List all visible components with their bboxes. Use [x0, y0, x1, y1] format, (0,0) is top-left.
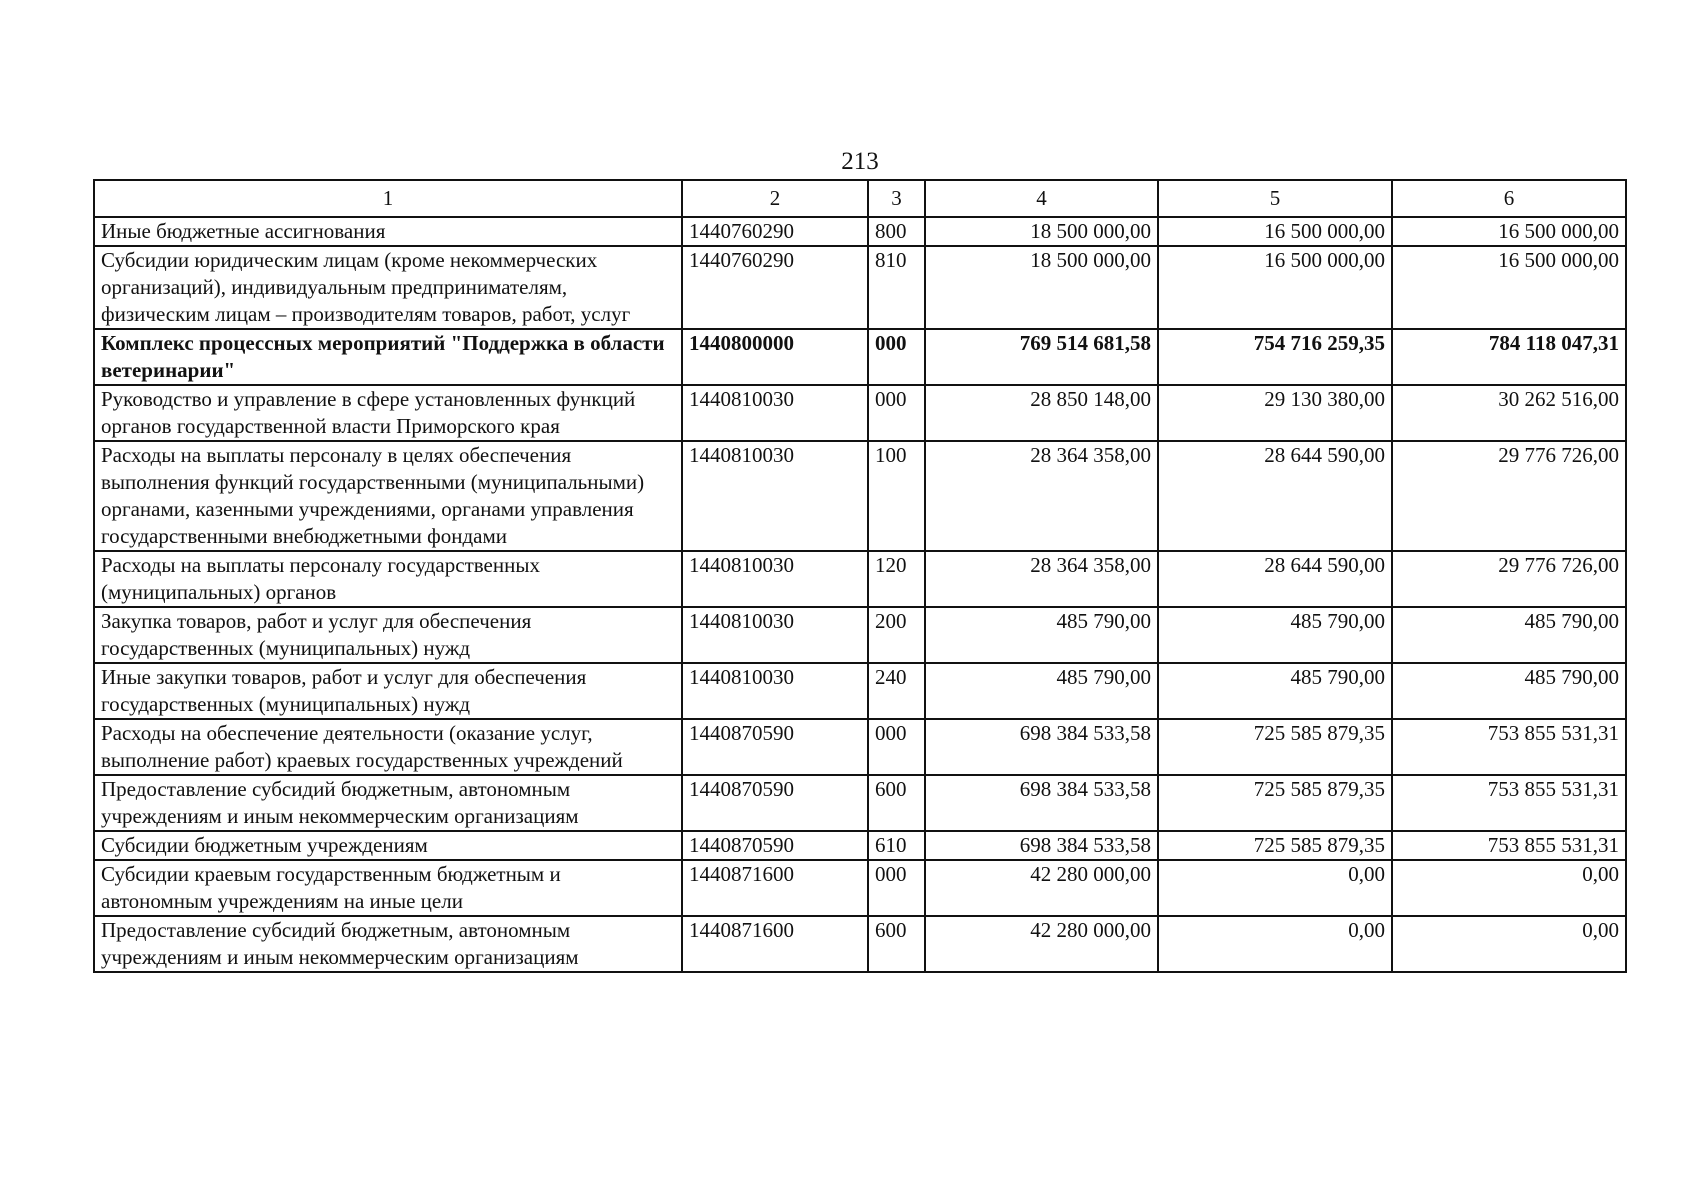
column-header: 4: [925, 180, 1158, 217]
row-code-cell: 1440760290: [682, 217, 868, 246]
row-value-col4-cell: 485 790,00: [925, 607, 1158, 663]
row-type-cell: 120: [868, 551, 925, 607]
row-value-col5-cell: 725 585 879,35: [1158, 831, 1392, 860]
row-value-col5-cell: 485 790,00: [1158, 663, 1392, 719]
row-type-cell: 800: [868, 217, 925, 246]
row-name-cell: Предоставление субсидий бюджетным, автономным учреждениям и иным некоммерческим организациям: [94, 916, 682, 972]
table-row: [94, 607, 1626, 663]
row-code-cell: 1440810030: [682, 663, 868, 719]
row-value-col4-cell: 18 500 000,00: [925, 246, 1158, 329]
row-value-col6-cell: 16 500 000,00: [1392, 217, 1626, 246]
row-name-cell: Субсидии юридическим лицам (кроме некоммерческих организаций), индивидуальным предпринимателям, физическим лицам – производителям товаров, работ, услуг: [94, 246, 682, 329]
budget-table: [93, 179, 1627, 973]
row-code-cell: 1440810030: [682, 441, 868, 551]
row-type-cell: 000: [868, 860, 925, 916]
row-value-col4-cell: 28 850 148,00: [925, 385, 1158, 441]
row-name-cell: Закупка товаров, работ и услуг для обеспечения государственных (муниципальных) нужд: [94, 607, 682, 663]
column-header: 2: [682, 180, 868, 217]
row-value-col4-cell: 698 384 533,58: [925, 719, 1158, 775]
row-value-col4-cell: 42 280 000,00: [925, 916, 1158, 972]
row-value-col6-cell: 29 776 726,00: [1392, 441, 1626, 551]
row-value-col6-cell: 0,00: [1392, 916, 1626, 972]
table-row: [94, 663, 1626, 719]
row-value-col5-cell: 0,00: [1158, 916, 1392, 972]
row-code-cell: 1440810030: [682, 607, 868, 663]
row-name-cell: Комплекс процессных мероприятий "Поддержка в области ветеринарии": [94, 329, 682, 385]
row-value-col5-cell: 28 644 590,00: [1158, 441, 1392, 551]
table-row: [94, 217, 1626, 246]
table-row: [94, 775, 1626, 831]
column-header: 1: [94, 180, 682, 217]
page-number: 213: [841, 148, 879, 175]
row-code-cell: 1440810030: [682, 551, 868, 607]
row-type-cell: 600: [868, 775, 925, 831]
row-type-cell: 240: [868, 663, 925, 719]
column-header: 3: [868, 180, 925, 217]
table-row: [94, 329, 1626, 385]
table-row: [94, 831, 1626, 860]
row-value-col5-cell: 725 585 879,35: [1158, 775, 1392, 831]
row-value-col5-cell: 28 644 590,00: [1158, 551, 1392, 607]
row-code-cell: 1440810030: [682, 385, 868, 441]
row-value-col4-cell: 769 514 681,58: [925, 329, 1158, 385]
row-name-cell: Руководство и управление в сфере установленных функций органов государственной власти Приморского края: [94, 385, 682, 441]
row-code-cell: 1440800000: [682, 329, 868, 385]
row-type-cell: 100: [868, 441, 925, 551]
row-value-col6-cell: 753 855 531,31: [1392, 719, 1626, 775]
table-header-row: [94, 180, 1626, 217]
row-value-col4-cell: 698 384 533,58: [925, 831, 1158, 860]
row-value-col6-cell: 485 790,00: [1392, 663, 1626, 719]
table-row: [94, 719, 1626, 775]
table-row: [94, 441, 1626, 551]
row-value-col4-cell: 698 384 533,58: [925, 775, 1158, 831]
row-value-col4-cell: 28 364 358,00: [925, 441, 1158, 551]
table-row: [94, 916, 1626, 972]
row-value-col5-cell: 16 500 000,00: [1158, 217, 1392, 246]
row-value-col5-cell: 485 790,00: [1158, 607, 1392, 663]
row-name-cell: Предоставление субсидий бюджетным, автономным учреждениям и иным некоммерческим организациям: [94, 775, 682, 831]
row-type-cell: 600: [868, 916, 925, 972]
row-name-cell: Субсидии краевым государственным бюджетным и автономным учреждениям на иные цели: [94, 860, 682, 916]
row-type-cell: 200: [868, 607, 925, 663]
row-name-cell: Субсидии бюджетным учреждениям: [94, 831, 682, 860]
row-value-col5-cell: 29 130 380,00: [1158, 385, 1392, 441]
row-value-col4-cell: 18 500 000,00: [925, 217, 1158, 246]
table-row: [94, 246, 1626, 329]
row-type-cell: 000: [868, 329, 925, 385]
row-code-cell: 1440870590: [682, 775, 868, 831]
row-value-col4-cell: 42 280 000,00: [925, 860, 1158, 916]
row-value-col4-cell: 485 790,00: [925, 663, 1158, 719]
row-value-col6-cell: 30 262 516,00: [1392, 385, 1626, 441]
row-type-cell: 810: [868, 246, 925, 329]
table-row: [94, 860, 1626, 916]
row-value-col5-cell: 16 500 000,00: [1158, 246, 1392, 329]
row-value-col5-cell: 0,00: [1158, 860, 1392, 916]
table-row: [94, 385, 1626, 441]
row-code-cell: 1440870590: [682, 719, 868, 775]
row-value-col5-cell: 725 585 879,35: [1158, 719, 1392, 775]
row-name-cell: Расходы на выплаты персоналу государственных (муниципальных) органов: [94, 551, 682, 607]
table-body: [94, 217, 1626, 972]
row-name-cell: Расходы на обеспечение деятельности (оказание услуг, выполнение работ) краевых государственных учреждений: [94, 719, 682, 775]
row-code-cell: 1440870590: [682, 831, 868, 860]
column-header: 5: [1158, 180, 1392, 217]
row-name-cell: Расходы на выплаты персоналу в целях обеспечения выполнения функций государственными (муниципальными) органами, казенными учреждениями, органами управления государственными внебюджетными фондами: [94, 441, 682, 551]
row-name-cell: Иные закупки товаров, работ и услуг для обеспечения государственных (муниципальных) нужд: [94, 663, 682, 719]
row-value-col6-cell: 753 855 531,31: [1392, 775, 1626, 831]
row-value-col6-cell: 0,00: [1392, 860, 1626, 916]
row-value-col6-cell: 753 855 531,31: [1392, 831, 1626, 860]
row-value-col6-cell: 29 776 726,00: [1392, 551, 1626, 607]
row-code-cell: 1440871600: [682, 860, 868, 916]
column-header: 6: [1392, 180, 1626, 217]
row-value-col6-cell: 16 500 000,00: [1392, 246, 1626, 329]
row-code-cell: 1440760290: [682, 246, 868, 329]
row-code-cell: 1440871600: [682, 916, 868, 972]
row-type-cell: 000: [868, 719, 925, 775]
row-value-col5-cell: 754 716 259,35: [1158, 329, 1392, 385]
row-type-cell: 000: [868, 385, 925, 441]
row-value-col4-cell: 28 364 358,00: [925, 551, 1158, 607]
row-type-cell: 610: [868, 831, 925, 860]
row-value-col6-cell: 784 118 047,31: [1392, 329, 1626, 385]
row-value-col6-cell: 485 790,00: [1392, 607, 1626, 663]
row-name-cell: Иные бюджетные ассигнования: [94, 217, 682, 246]
table-row: [94, 551, 1626, 607]
